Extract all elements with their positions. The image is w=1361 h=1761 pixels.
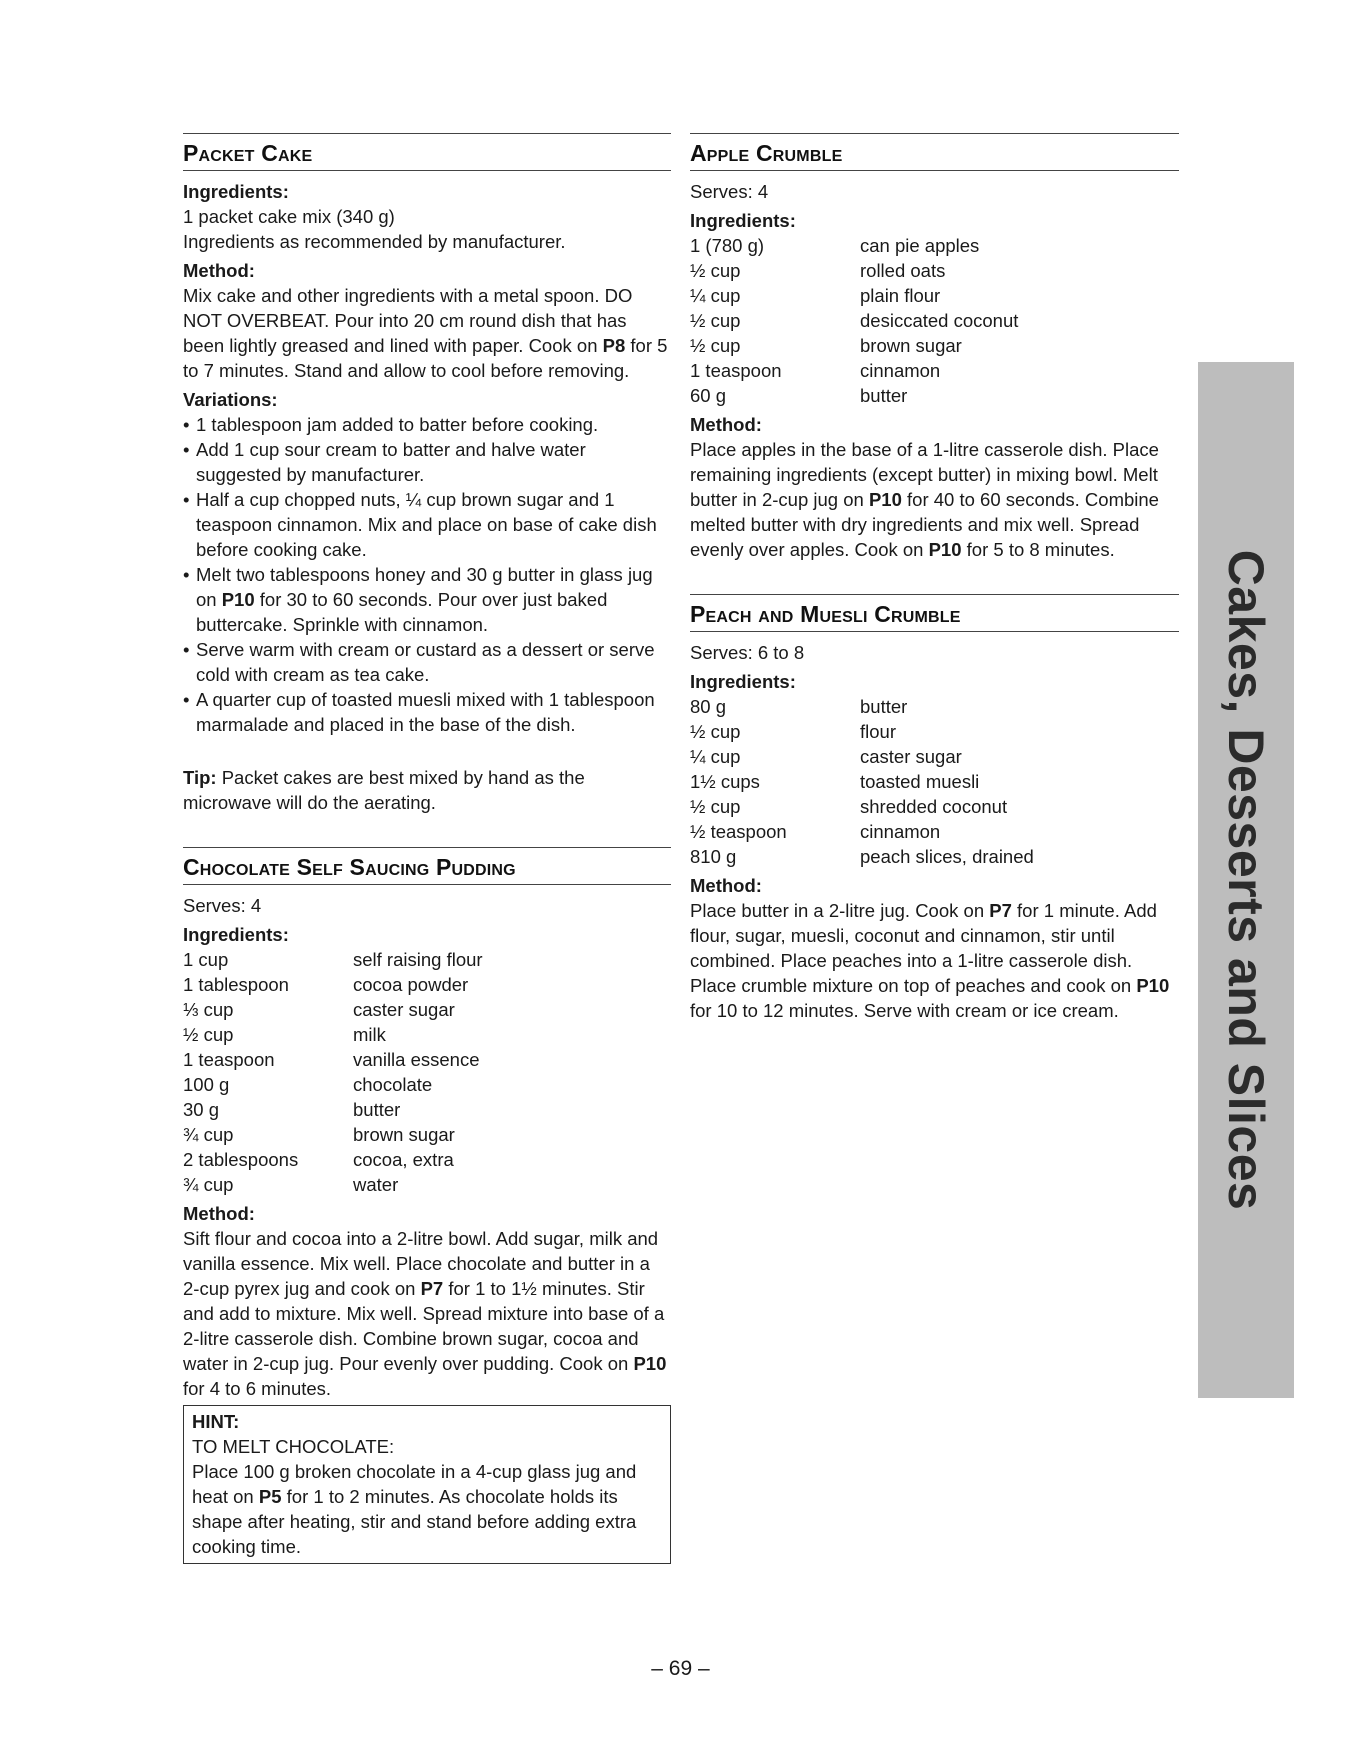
ingredients-label: Ingredients: xyxy=(690,671,796,692)
power-setting: P5 xyxy=(258,1486,282,1507)
list-item: • Melt two tablespoons honey and 30 g butter in glass jug on P10 for 30 to 60 seconds. Pour over just baked buttercake. Sprinkle with cinnamon. xyxy=(183,562,671,637)
ingredient-row xyxy=(183,1047,483,1072)
ingredient-row xyxy=(183,1022,483,1047)
apple-crumble-recipe xyxy=(690,133,1179,562)
serves-text: Serves: 4 xyxy=(183,895,262,916)
ingredient-qty: ½ cup xyxy=(183,1024,234,1045)
ingredient-item: brown sugar xyxy=(860,335,962,356)
hint-subtitle: TO MELT CHOCOLATE: xyxy=(192,1436,395,1457)
list-item: • Serve warm with cream or custard as a dessert or serve cold with cream as tea cake. xyxy=(183,637,671,687)
method-label: Method: xyxy=(690,875,762,896)
method-text: Mix cake and other ingredients with a metal spoon. DO NOT OVERBEAT. Pour into 20 cm round dish that has been lightly greased and lined with paper. Cook on P8 for 5 to 7 minutes. Stand and allow to cool before removing. xyxy=(183,285,668,381)
ingredient-qty: 80 g xyxy=(690,696,727,717)
method-text: Sift flour and cocoa into a 2-litre bowl. Add sugar, milk and vanilla essence. Mix well. Place chocolate and butter in a 2-cup pyrex jug and cook on P7 for 1 to 1½ minutes. Stir and add to mixture. Mix well. Spread mixture into base of a 2-litre casserole dish. Combine brown sugar, cocoa and water in 2-cup jug. Pour evenly over pudding. Cook on P10 for 4 to 6 minutes. xyxy=(183,1228,667,1399)
ingredient-qty: 1½ cups xyxy=(690,771,760,792)
ingredient-qty: 810 g xyxy=(690,846,737,867)
variations-label: Variations: xyxy=(183,389,278,410)
power-setting: P8 xyxy=(602,335,626,356)
ingredient-qty: 1 teaspoon xyxy=(690,360,782,381)
ingredient-item: can pie apples xyxy=(860,235,980,256)
ingredient-row xyxy=(690,308,1018,333)
right-column xyxy=(690,133,1179,1023)
method-text: Place apples in the base of a 1-litre casserole dish. Place remaining ingredients (except butter) in mixing bowl. Melt butter in 2-cup jug on P10 for 40 to 60 seconds. Combine melted butter with dry ingredients and mix well. Spread evenly over apples. Cook on P10 for 5 to 8 minutes. xyxy=(690,439,1159,560)
power-setting: P10 xyxy=(633,1353,667,1374)
list-item: • 1 tablespoon jam added to batter before cooking. xyxy=(183,412,671,437)
peach-crumble-recipe xyxy=(690,594,1179,1023)
ingredient-qty: 100 g xyxy=(183,1074,230,1095)
ingredient-qty: 30 g xyxy=(183,1099,220,1120)
ingredient-item: cocoa powder xyxy=(353,974,469,995)
ingredient-qty: ½ cup xyxy=(690,796,741,817)
ingredient-item: butter xyxy=(860,385,908,406)
ingredient-qty: ½ cup xyxy=(690,721,741,742)
ingredient-row xyxy=(183,1147,483,1172)
power-setting: P7 xyxy=(420,1278,444,1299)
ingredient-item: rolled oats xyxy=(860,260,946,281)
chocolate-pudding-title: Chocolate Self Saucing Pudding xyxy=(183,847,671,885)
ingredient-row xyxy=(183,1122,483,1147)
serves-text: Serves: 6 to 8 xyxy=(690,642,805,663)
ingredient-row xyxy=(690,383,1018,408)
ingredient-qty: 60 g xyxy=(690,385,727,406)
ingredient-qty: 1 teaspoon xyxy=(183,1049,275,1070)
ingredients-label: Ingredients: xyxy=(183,181,289,202)
ingredient-item: plain flour xyxy=(860,285,941,306)
ingredient-qty: 1 (780 g) xyxy=(690,235,765,256)
ingredient-item: milk xyxy=(353,1024,386,1045)
ingredient-line: 1 packet cake mix (340 g) xyxy=(183,206,395,227)
ingredient-row xyxy=(183,1172,483,1197)
ingredient-qty: ½ cup xyxy=(690,335,741,356)
ingredient-row xyxy=(183,972,483,997)
ingredient-row xyxy=(183,997,483,1022)
serves-text: Serves: 4 xyxy=(690,181,769,202)
ingredient-item: cinnamon xyxy=(860,360,941,381)
power-setting: P10 xyxy=(928,539,962,560)
apple-crumble-title: Apple Crumble xyxy=(690,133,1179,171)
ingredient-row xyxy=(690,233,1018,258)
list-item: • A quarter cup of toasted muesli mixed with 1 tablespoon marmalade and placed in the base of the dish. xyxy=(183,687,671,737)
tip-label: Tip: xyxy=(183,767,217,788)
ingredient-qty: ½ cup xyxy=(690,260,741,281)
list-item: • Add 1 cup sour cream to batter and halve water suggested by manufacturer. xyxy=(183,437,671,487)
ingredient-item: butter xyxy=(353,1099,401,1120)
power-setting: P10 xyxy=(868,489,902,510)
ingredient-item: self raising flour xyxy=(353,949,483,970)
ingredient-row xyxy=(690,694,1034,719)
chapter-title: Cakes, Desserts and Slices xyxy=(1218,549,1274,1211)
ingredient-row xyxy=(690,794,1034,819)
ingredient-qty: 2 tablespoons xyxy=(183,1149,299,1170)
ingredients-table xyxy=(690,233,1018,408)
ingredient-row xyxy=(690,844,1034,869)
packet-cake-recipe xyxy=(183,133,671,815)
ingredient-row xyxy=(690,258,1018,283)
method-label: Method: xyxy=(183,260,255,281)
ingredient-row xyxy=(690,769,1034,794)
ingredient-item: brown sugar xyxy=(353,1124,455,1145)
method-text: Place butter in a 2-litre jug. Cook on P7 for 1 minute. Add flour, sugar, muesli, coconut and cinnamon, stir until combined. Place peaches into a 1-litre casserole dish. Place crumble mixture on top of peaches and cook on P10 for 10 to 12 minutes. Serve with cream or ice cream. xyxy=(690,900,1170,1021)
ingredient-item: flour xyxy=(860,721,896,742)
ingredient-qty: ⅓ cup xyxy=(183,999,234,1020)
ingredient-item: cocoa, extra xyxy=(353,1149,454,1170)
ingredient-row xyxy=(183,947,483,972)
ingredient-item: vanilla essence xyxy=(353,1049,480,1070)
ingredients-label: Ingredients: xyxy=(690,210,796,231)
ingredient-qty: ¾ cup xyxy=(183,1174,234,1195)
method-label: Method: xyxy=(183,1203,255,1224)
page-number: – 69 – xyxy=(651,1657,710,1680)
ingredients-table xyxy=(690,694,1034,869)
ingredient-qty: 1 tablespoon xyxy=(183,974,289,995)
ingredient-qty: ¼ cup xyxy=(690,746,741,767)
ingredient-row xyxy=(690,819,1034,844)
list-item: • Half a cup chopped nuts, ¼ cup brown sugar and 1 teaspoon cinnamon. Mix and place on base of cake dish before cooking cake. xyxy=(183,487,671,562)
ingredient-row xyxy=(690,719,1034,744)
hint-label: HINT: xyxy=(192,1411,240,1432)
ingredient-row xyxy=(690,333,1018,358)
ingredient-qty: 1 cup xyxy=(183,949,229,970)
ingredient-qty: ¼ cup xyxy=(690,285,741,306)
ingredient-item: desiccated coconut xyxy=(860,310,1019,331)
ingredient-qty: ½ teaspoon xyxy=(690,821,787,842)
ingredients-table xyxy=(183,947,483,1197)
ingredient-item: water xyxy=(353,1174,399,1195)
ingredient-row xyxy=(183,1072,483,1097)
ingredient-item: cinnamon xyxy=(860,821,941,842)
packet-cake-title: Packet Cake xyxy=(183,133,671,171)
variations-list xyxy=(183,412,671,737)
ingredient-line: Ingredients as recommended by manufacturer. xyxy=(183,231,566,252)
peach-crumble-title: Peach and Muesli Crumble xyxy=(690,594,1179,632)
ingredient-item: caster sugar xyxy=(353,999,455,1020)
tip-text: Tip: Packet cakes are best mixed by hand as the microwave will do the aerating. xyxy=(183,767,585,813)
ingredient-item: butter xyxy=(860,696,908,717)
chocolate-pudding-recipe xyxy=(183,847,671,1564)
method-label: Method: xyxy=(690,414,762,435)
ingredient-row xyxy=(690,744,1034,769)
hint-text: Place 100 g broken chocolate in a 4-cup glass jug and heat on P5 for 1 to 2 minutes. As chocolate holds its shape after heating, stir and stand before adding extra cooking time. xyxy=(192,1461,637,1557)
power-setting: P7 xyxy=(989,900,1012,921)
ingredient-qty: ½ cup xyxy=(690,310,741,331)
ingredients-label: Ingredients: xyxy=(183,924,289,945)
ingredient-qty: ¾ cup xyxy=(183,1124,234,1145)
chapter-side-tab xyxy=(1198,362,1294,1398)
ingredient-row xyxy=(183,1097,483,1122)
ingredient-item: peach slices, drained xyxy=(860,846,1034,867)
left-column xyxy=(183,133,671,1564)
ingredient-item: toasted muesli xyxy=(860,771,980,792)
ingredient-item: shredded coconut xyxy=(860,796,1008,817)
power-setting: P10 xyxy=(1136,975,1170,996)
ingredient-item: caster sugar xyxy=(860,746,962,767)
power-setting: P10 xyxy=(221,589,255,610)
ingredient-row xyxy=(690,358,1018,383)
hint-box xyxy=(183,1405,671,1564)
ingredient-item: chocolate xyxy=(353,1074,433,1095)
ingredient-row xyxy=(690,283,1018,308)
